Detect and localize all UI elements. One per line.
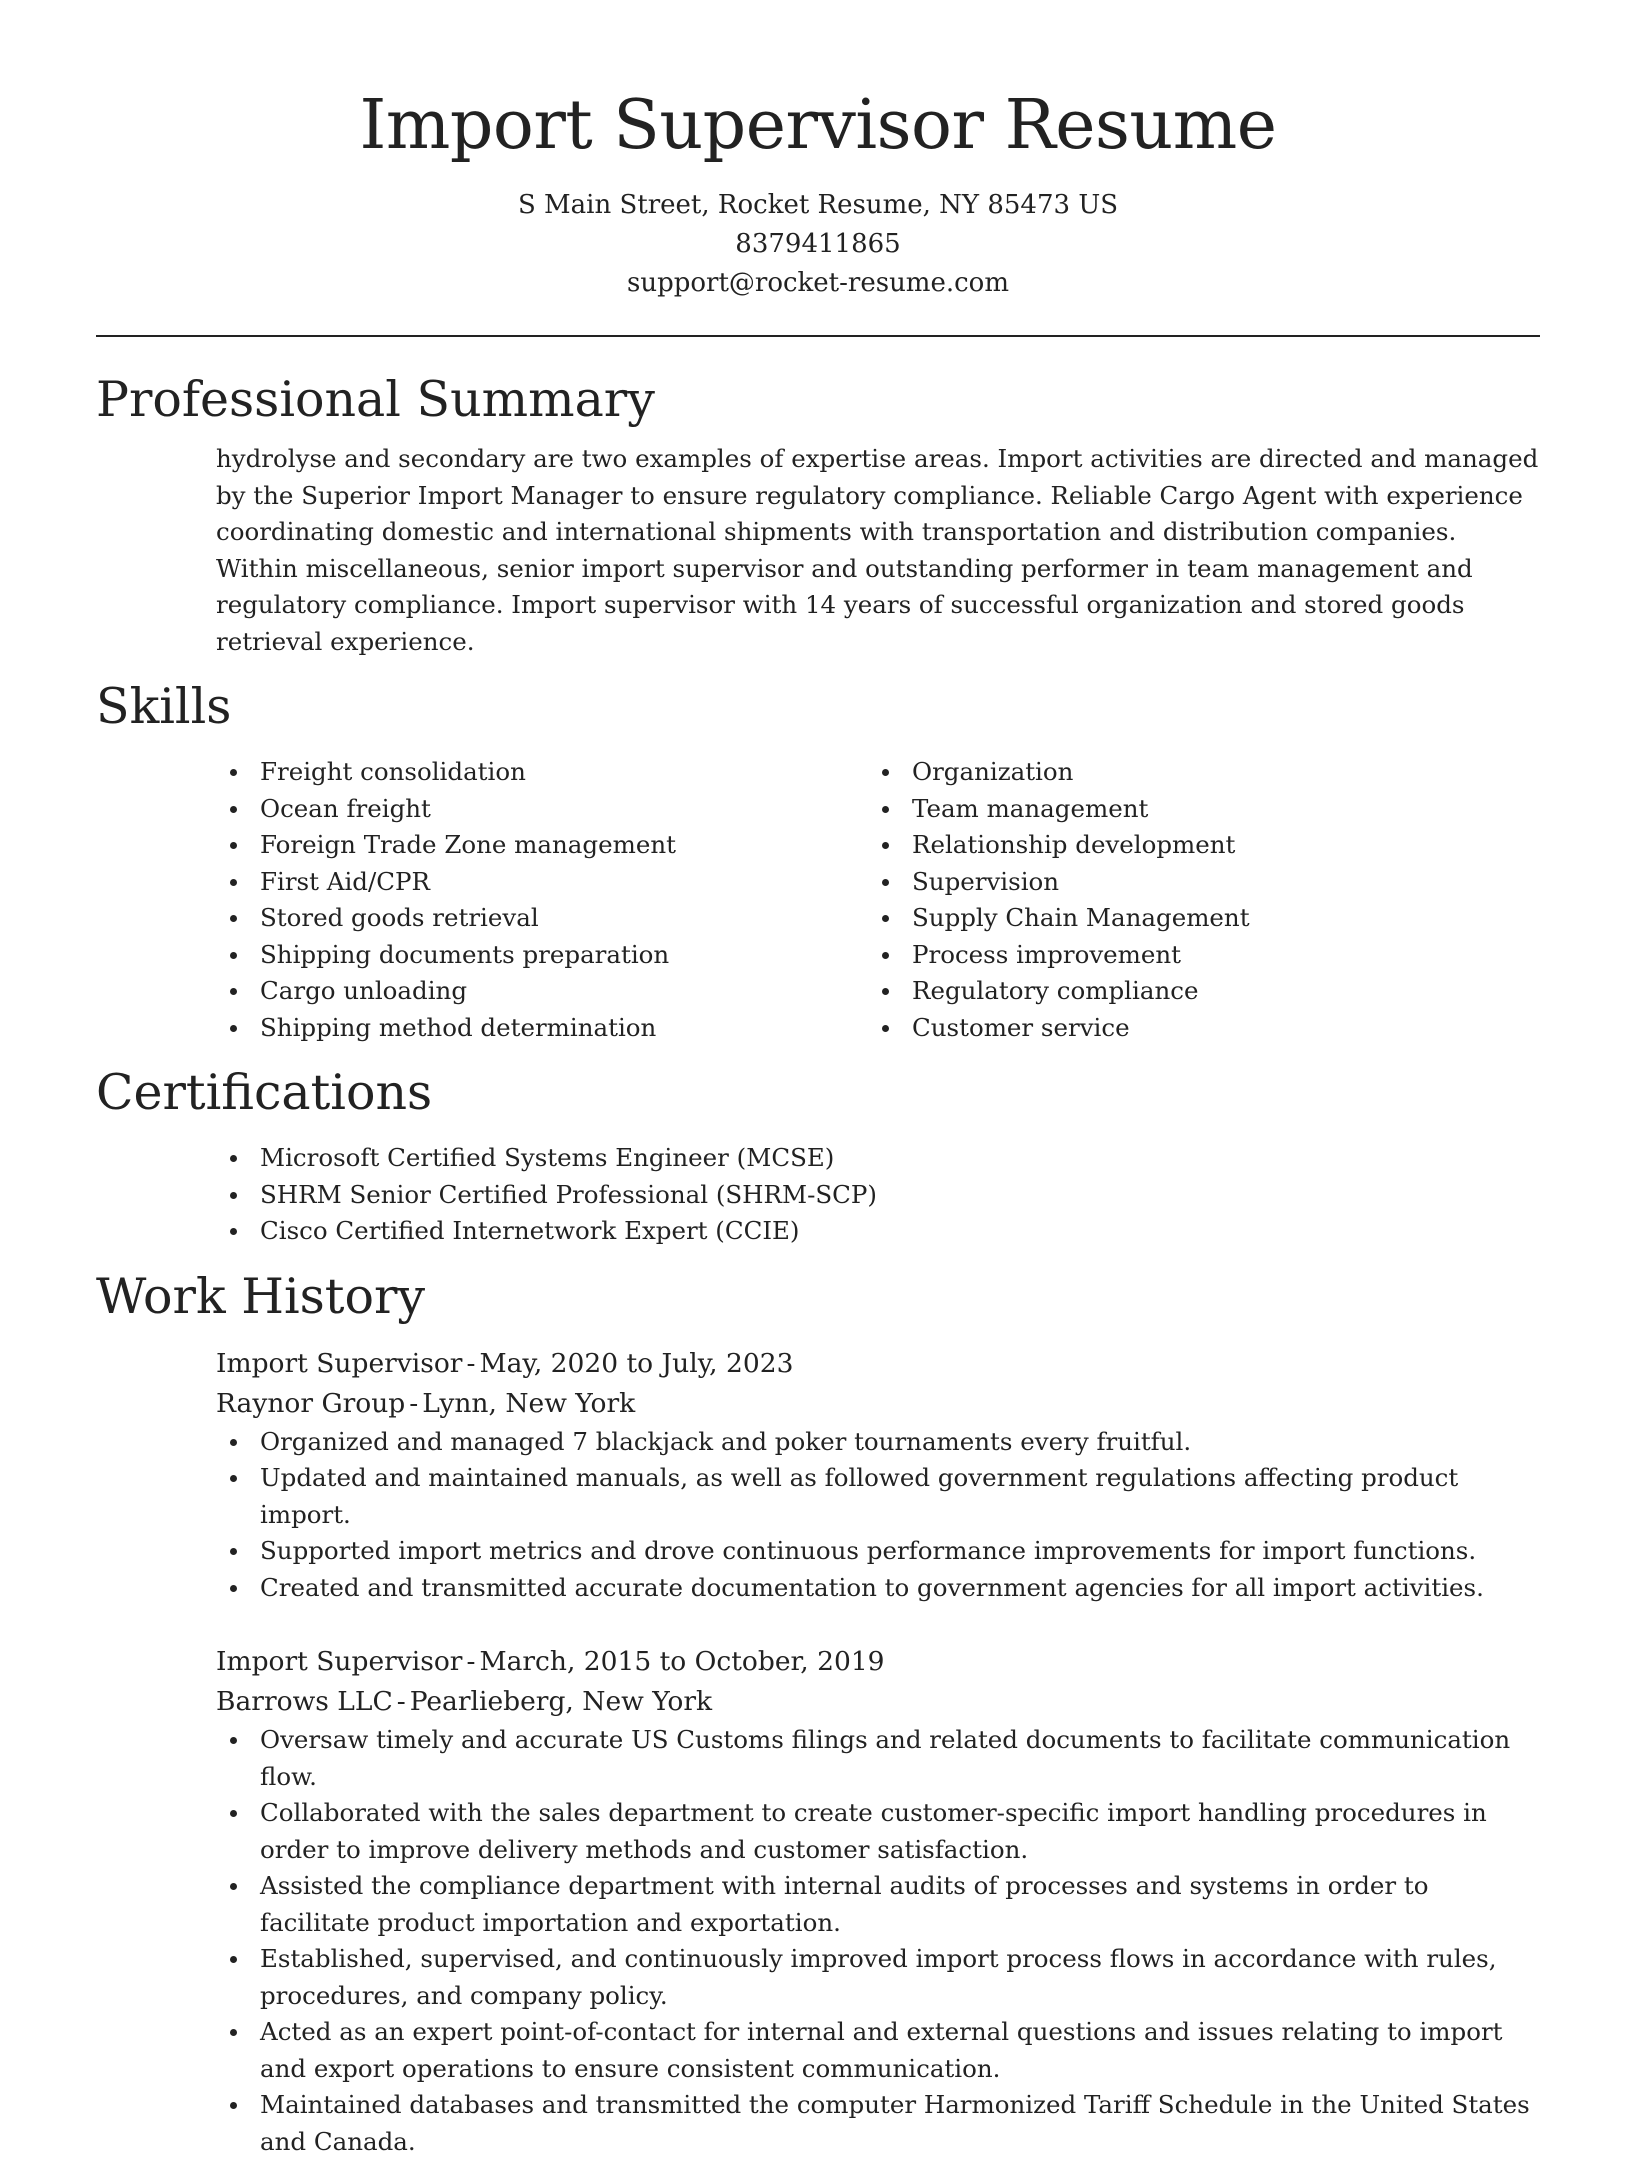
bullet-dot-icon <box>230 769 237 776</box>
bullet-dot-icon <box>230 879 237 886</box>
skill-item-text: Cargo unloading <box>260 976 468 1005</box>
skill-item <box>868 973 1520 1010</box>
separator: - <box>466 1646 476 1677</box>
job-bullet-text: Collaborated with the sales department to create customer-specific import handling procedures in order to improve delivery methods and customer satisfaction. <box>260 1798 1487 1864</box>
bullet-dot-icon <box>230 1439 237 1446</box>
skills-column-left <box>216 754 868 1046</box>
skill-item-text: Relationship development <box>912 830 1236 859</box>
job-company: Raynor Group <box>216 1387 406 1419</box>
certification-item-text: Cisco Certified Internetwork Expert (CCIE) <box>260 1216 800 1245</box>
job-bullet <box>216 1795 1540 1868</box>
skill-item <box>216 791 868 828</box>
skill-item-text: Team management <box>912 793 1149 823</box>
bullet-dot-icon <box>882 769 889 776</box>
job-dates: May, 2020 to July, 2023 <box>479 1347 794 1379</box>
job-entry <box>216 1344 1540 1607</box>
skill-item-text: Supervision <box>912 866 1060 896</box>
bullet-dot-icon <box>882 879 889 886</box>
job-bullet-text: Organized and managed 7 blackjack and poker tournaments every fruitful. <box>260 1426 1192 1456</box>
contact-email: support@rocket-resume.com <box>626 268 1009 298</box>
skill-item-text: Regulatory compliance <box>912 976 1199 1005</box>
bullet-dot-icon <box>230 2029 237 2036</box>
job-location: Lynn, New York <box>422 1387 636 1419</box>
separator: - <box>466 1347 476 1379</box>
skill-item-text: Shipping method determination <box>260 1012 657 1042</box>
separator: - <box>409 1387 419 1419</box>
skill-item-text: Organization <box>912 757 1074 786</box>
skill-item-text: Process improvement <box>912 939 1182 969</box>
skill-item <box>216 900 868 937</box>
job-bullet-text: Maintained databases and transmitted the computer Harmonized Tariff Schedule in the United States and Canada. <box>260 2090 1530 2156</box>
bullet-dot-icon <box>882 915 889 922</box>
job-company: Barrows LLC <box>216 1686 393 1717</box>
bullet-dot-icon <box>882 806 889 813</box>
bullet-dot-icon <box>230 1192 237 1199</box>
job-bullet <box>216 1722 1540 1795</box>
certification-item <box>216 1213 1540 1250</box>
section-title-work-history: Work History <box>96 1267 426 1325</box>
job-bullet-text: Supported import metrics and drove continuous performance improvements for import functions. <box>260 1536 1477 1565</box>
bullet-dot-icon <box>230 1548 237 1555</box>
skill-item <box>216 973 868 1010</box>
skill-item-text: Supply Chain Management <box>912 903 1250 932</box>
resume-page <box>96 0 1540 2160</box>
summary-text: hydrolyse and secondary are two examples of expertise areas. Import activities are directed and managed by the Superior Import Manager to ensure regulatory compliance. Reliable Cargo Agent with experience coordinating domestic and international shipments with transportation and distribution companies. Within miscellaneous, senior import supervisor and outstanding performer in team management and regulatory compliance. Import supervisor with 14 years of successful organization and stored goods retrieval experience. <box>216 444 1539 656</box>
job-title-line <box>216 1344 1540 1384</box>
job-bullet <box>216 1941 1540 2014</box>
bullet-dot-icon <box>230 1155 237 1162</box>
bullet-dot-icon <box>230 988 237 995</box>
job-bullet <box>216 2014 1540 2087</box>
bullet-dot-icon <box>882 952 889 959</box>
job-bullet-text: Oversaw timely and accurate US Customs filings and related documents to facilitate communication flow. <box>260 1725 1511 1791</box>
skill-item <box>868 937 1520 974</box>
skills-grid <box>216 754 1540 1046</box>
bullet-dot-icon <box>230 1025 237 1032</box>
certification-item <box>216 1140 1540 1177</box>
skill-item <box>868 754 1520 791</box>
job-company-line <box>216 1682 1540 1722</box>
bullet-dot-icon <box>230 952 237 959</box>
bullet-dot-icon <box>230 1737 237 1744</box>
bullet-dot-icon <box>882 988 889 995</box>
bullet-dot-icon <box>230 1956 237 1963</box>
section-title-summary: Professional Summary <box>96 371 655 428</box>
contact-address: S Main Street, Rocket Resume, NY 85473 US <box>517 190 1119 220</box>
bullet-dot-icon <box>882 1025 889 1032</box>
job-bullet-text: Acted as an expert point-of-contact for internal and external questions and issues relating to import and export operations to ensure consistent communication. <box>260 2017 1503 2083</box>
bullet-dot-icon <box>230 1585 237 1592</box>
job-dates: March, 2015 to October, 2019 <box>479 1646 885 1677</box>
skills-column-right <box>868 754 1520 1046</box>
job-bullet <box>216 1533 1540 1570</box>
contact-phone: 8379411865 <box>735 229 901 259</box>
job-entry <box>216 1642 1540 2160</box>
separator: - <box>396 1686 406 1717</box>
skill-item <box>868 791 1520 828</box>
section-title-skills: Skills <box>96 678 232 735</box>
bullet-dot-icon <box>230 1475 237 1482</box>
bullet-dot-icon <box>230 1228 237 1235</box>
skill-item <box>216 864 868 901</box>
skill-item <box>216 754 868 791</box>
job-bullet <box>216 1424 1540 1461</box>
skill-item <box>868 827 1520 864</box>
bullet-dot-icon <box>230 1883 237 1890</box>
skill-item-text: Customer service <box>912 1012 1130 1042</box>
skill-item <box>868 864 1520 901</box>
certifications-block <box>216 1140 1540 1250</box>
job-bullet <box>216 1570 1540 1607</box>
certifications-list <box>216 1140 1540 1250</box>
job-title-line <box>216 1642 1540 1682</box>
skill-item <box>868 1010 1520 1047</box>
certification-item-text: SHRM Senior Certified Professional (SHRM-SCP) <box>260 1179 877 1209</box>
skill-item-text: Foreign Trade Zone management <box>260 830 676 859</box>
job-location: Pearlieberg, New York <box>409 1686 713 1717</box>
bullet-dot-icon <box>230 1810 237 1817</box>
skill-item <box>216 937 868 974</box>
job-bullet <box>216 1868 1540 1941</box>
skill-item <box>216 827 868 864</box>
job-role: Import Supervisor <box>216 1646 463 1677</box>
job-bullet-text: Updated and maintained manuals, as well as followed government regulations affecting product import. <box>260 1463 1459 1529</box>
job-bullet-list <box>216 1722 1540 2160</box>
skills-list-right <box>868 754 1520 1046</box>
job-bullet-list <box>216 1424 1540 1607</box>
job-bullet <box>216 2087 1540 2160</box>
job-role: Import Supervisor <box>216 1347 463 1379</box>
skills-list-left <box>216 754 868 1046</box>
skill-item <box>868 900 1520 937</box>
certification-item-text: Microsoft Certified Systems Engineer (MCSE) <box>260 1143 835 1172</box>
skill-item-text: First Aid/CPR <box>260 866 430 896</box>
section-title-certifications: Certifications <box>96 1064 433 1121</box>
skill-item <box>216 1010 868 1047</box>
certification-item <box>216 1177 1540 1214</box>
header-divider <box>96 335 1540 337</box>
job-bullet-text: Assisted the compliance department with internal audits of processes and systems in order to facilitate product importation and exportation. <box>260 1871 1429 1937</box>
job-bullet <box>216 1460 1540 1533</box>
contact-block <box>96 186 1540 303</box>
bullet-dot-icon <box>230 806 237 813</box>
job-bullet-text: Created and transmitted accurate documentation to government agencies for all import activities. <box>260 1572 1484 1602</box>
bullet-dot-icon <box>230 2102 237 2109</box>
bullet-dot-icon <box>230 842 237 849</box>
job-company-line <box>216 1384 1540 1424</box>
bullet-dot-icon <box>230 915 237 922</box>
skill-item-text: Stored goods retrieval <box>260 903 539 932</box>
resume-title: Import Supervisor Resume <box>359 86 1277 165</box>
job-bullet-text: Established, supervised, and continuously improved import process flows in accordance with rules, procedures, and company policy. <box>260 1944 1497 2010</box>
skill-item-text: Ocean freight <box>260 793 431 823</box>
bullet-dot-icon <box>882 842 889 849</box>
skill-item-text: Shipping documents preparation <box>260 939 670 969</box>
skill-item-text: Freight consolidation <box>260 757 526 786</box>
